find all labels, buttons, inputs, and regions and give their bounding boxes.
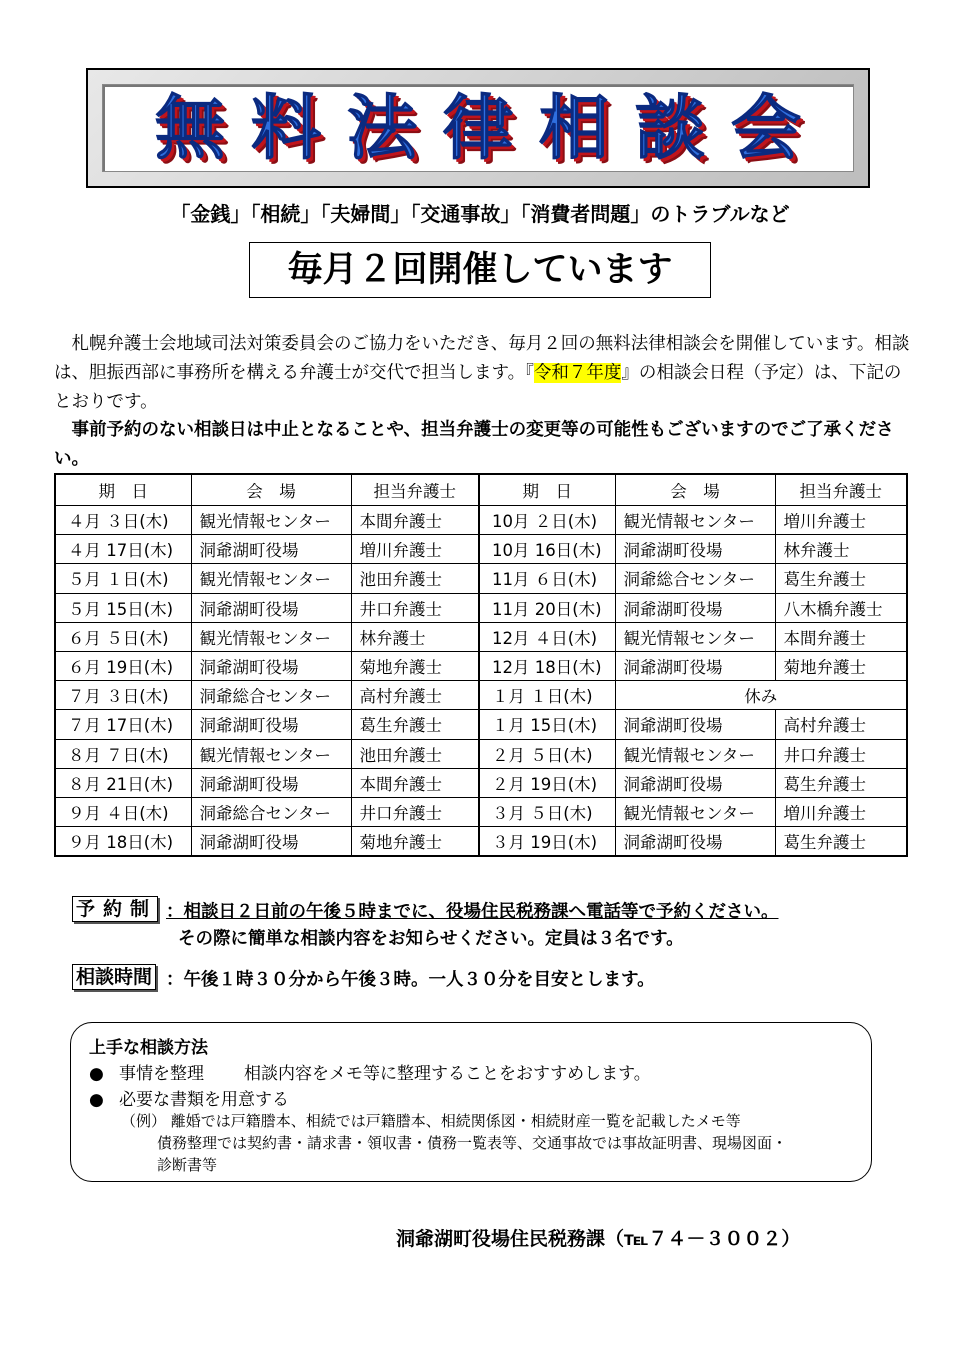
venue-cell: 洞爺湖町役場 bbox=[191, 710, 351, 739]
topics-line: 「金銭」「相続」「夫婦間」「交通事故」「消費者問題」のトラブルなど bbox=[170, 202, 790, 226]
date-cell: ５月 15日(木) bbox=[55, 593, 191, 622]
lawyer-cell: 増川弁護士 bbox=[775, 797, 907, 826]
venue-cell: 洞爺湖町役場 bbox=[615, 768, 775, 797]
intro-text-before: 札幌弁護士会地域司法対策委員会のご協力をいただき、毎月２回の無料法律相談会を開催しています。相談は、胆振西部に事務所を構える弁護士が交代で担当します。『 bbox=[54, 334, 910, 383]
venue-cell: 観光情報センター bbox=[615, 506, 775, 535]
lawyer-cell: 本間弁護士 bbox=[775, 622, 907, 651]
page-title: 無料法律相談会 bbox=[155, 87, 827, 169]
date-cell: ３月 19日(木) bbox=[479, 827, 615, 857]
tips-box bbox=[70, 1022, 872, 1182]
lawyer-cell: 本間弁護士 bbox=[351, 768, 479, 797]
venue-cell: 洞爺湖町役場 bbox=[191, 593, 351, 622]
notice-paragraph: 事前予約のない相談日は中止となることや、担当弁護士の変更等の可能性もございますのでご了承ください。 bbox=[54, 420, 894, 469]
headline-box: 毎月２回開催しています bbox=[249, 242, 711, 298]
date-cell: ６月 19日(木) bbox=[55, 651, 191, 680]
reservation-text: ：相談日２日前の午後５時までに、役場住民税務課へ電話等で予約ください。 bbox=[166, 902, 779, 922]
venue-cell: 洞爺湖町役場 bbox=[615, 827, 775, 857]
lawyer-cell: 井口弁護士 bbox=[351, 797, 479, 826]
date-cell: ８月 ７日(木) bbox=[55, 739, 191, 768]
example-line: 債務整理では契約書・請求書・領収書・債務一覧表等、交通事故では事故証明書、現場図面・ bbox=[157, 1134, 788, 1152]
venue-cell: 観光情報センター bbox=[191, 739, 351, 768]
venue-cell: 洞爺湖町役場 bbox=[615, 710, 775, 739]
date-cell: ７月 ３日(木) bbox=[55, 681, 191, 710]
venue-cell: 洞爺湖町役場 bbox=[615, 535, 775, 564]
closed-cell: 休み bbox=[615, 681, 907, 710]
date-cell: ８月 21日(木) bbox=[55, 768, 191, 797]
hours-label: 相談時間 bbox=[72, 964, 156, 990]
contact-footer: 洞爺湖町役場住民税務課（℡７４－３００２） bbox=[396, 1228, 801, 1250]
title-banner bbox=[86, 68, 870, 188]
venue-cell: 洞爺総合センター bbox=[615, 564, 775, 593]
reservation-label: 予約制 bbox=[72, 896, 158, 922]
date-cell: 11月 20日(木) bbox=[479, 593, 615, 622]
lawyer-cell: 本間弁護士 bbox=[351, 506, 479, 535]
tips-title: 上手な相談方法 bbox=[89, 1038, 208, 1058]
header-venue: 会 場 bbox=[615, 474, 775, 506]
venue-cell: 洞爺湖町役場 bbox=[191, 768, 351, 797]
venue-cell: 洞爺湖町役場 bbox=[191, 535, 351, 564]
lawyer-cell: 菊地弁護士 bbox=[351, 827, 479, 857]
venue-cell: 観光情報センター bbox=[615, 739, 775, 768]
date-cell: １月 １日(木) bbox=[479, 681, 615, 710]
header-date: 期 日 bbox=[55, 474, 191, 506]
schedule-row bbox=[55, 768, 907, 797]
tip-label: 必要な書類を用意する bbox=[119, 1090, 289, 1110]
date-cell: １月 15日(木) bbox=[479, 710, 615, 739]
date-cell: ９月 ４日(木) bbox=[55, 797, 191, 826]
date-cell: ２月 ５日(木) bbox=[479, 739, 615, 768]
schedule-table bbox=[54, 473, 908, 857]
lawyer-cell: 菊地弁護士 bbox=[351, 651, 479, 680]
venue-cell: 洞爺総合センター bbox=[191, 797, 351, 826]
venue-cell: 観光情報センター bbox=[191, 564, 351, 593]
date-cell: ５月 １日(木) bbox=[55, 564, 191, 593]
venue-cell: 洞爺湖町役場 bbox=[615, 651, 775, 680]
schedule-row bbox=[55, 827, 907, 857]
venue-cell: 洞爺湖町役場 bbox=[191, 651, 351, 680]
bullet-icon: ● bbox=[89, 1064, 104, 1084]
title-banner-inner bbox=[102, 84, 854, 172]
lawyer-cell: 高村弁護士 bbox=[351, 681, 479, 710]
intro-paragraph bbox=[54, 330, 914, 417]
schedule-row bbox=[55, 564, 907, 593]
date-cell: ６月 ５日(木) bbox=[55, 622, 191, 651]
header-lawyer: 担当弁護士 bbox=[351, 474, 479, 506]
date-cell: ７月 17日(木) bbox=[55, 710, 191, 739]
schedule-row bbox=[55, 739, 907, 768]
lawyer-cell: 増川弁護士 bbox=[351, 535, 479, 564]
date-cell: ４月 ３日(木) bbox=[55, 506, 191, 535]
tip-item bbox=[89, 1059, 651, 1084]
date-cell: 11月 ６日(木) bbox=[479, 564, 615, 593]
schedule-row bbox=[55, 651, 907, 680]
lawyer-cell: 増川弁護士 bbox=[775, 506, 907, 535]
schedule-row bbox=[55, 535, 907, 564]
hours-text: ：午後１時３０分から午後３時。一人３０分を目安とします。 bbox=[166, 970, 655, 990]
venue-cell: 洞爺湖町役場 bbox=[191, 827, 351, 857]
date-cell: ３月 ５日(木) bbox=[479, 797, 615, 826]
date-cell: 10月 ２日(木) bbox=[479, 506, 615, 535]
venue-cell: 観光情報センター bbox=[191, 506, 351, 535]
venue-cell: 観光情報センター bbox=[191, 622, 351, 651]
lawyer-cell: 池田弁護士 bbox=[351, 564, 479, 593]
reservation-text-2: その際に簡単な相談内容をお知らせください。定員は３名です。 bbox=[178, 929, 684, 949]
venue-cell: 観光情報センター bbox=[615, 622, 775, 651]
date-cell: ９月 18日(木) bbox=[55, 827, 191, 857]
date-cell: ４月 17日(木) bbox=[55, 535, 191, 564]
date-cell: 10月 16日(木) bbox=[479, 535, 615, 564]
lawyer-cell: 葛生弁護士 bbox=[775, 564, 907, 593]
header-venue: 会 場 bbox=[191, 474, 351, 506]
lawyer-cell: 高村弁護士 bbox=[775, 710, 907, 739]
bullet-icon: ● bbox=[89, 1090, 104, 1110]
lawyer-cell: 林弁護士 bbox=[351, 622, 479, 651]
tip-item bbox=[89, 1085, 289, 1110]
header-date: 期 日 bbox=[479, 474, 615, 506]
tip-label: 事情を整理 bbox=[119, 1064, 204, 1084]
schedule-row bbox=[55, 506, 907, 535]
lawyer-cell: 八木橋弁護士 bbox=[775, 593, 907, 622]
schedule-row bbox=[55, 622, 907, 651]
example-line: （例） 離婚では戸籍謄本、相続では戸籍謄本、相続関係図・相続財産一覧を記載したメモ等 bbox=[121, 1112, 741, 1130]
lawyer-cell: 池田弁護士 bbox=[351, 739, 479, 768]
lawyer-cell: 林弁護士 bbox=[775, 535, 907, 564]
date-cell: ２月 19日(木) bbox=[479, 768, 615, 797]
lawyer-cell: 葛生弁護士 bbox=[351, 710, 479, 739]
date-cell: 12月 18日(木) bbox=[479, 651, 615, 680]
schedule-header-row bbox=[55, 474, 907, 506]
schedule-row bbox=[55, 710, 907, 739]
lawyer-cell: 葛生弁護士 bbox=[775, 827, 907, 857]
date-cell: 12月 ４日(木) bbox=[479, 622, 615, 651]
fiscal-year-highlight: 令和７年度 bbox=[533, 363, 622, 383]
lawyer-cell: 井口弁護士 bbox=[775, 739, 907, 768]
venue-cell: 洞爺湖町役場 bbox=[615, 593, 775, 622]
lawyer-cell: 葛生弁護士 bbox=[775, 768, 907, 797]
tip-text: 相談内容をメモ等に整理することをおすすめします。 bbox=[244, 1064, 651, 1084]
lawyer-cell: 井口弁護士 bbox=[351, 593, 479, 622]
venue-cell: 観光情報センター bbox=[615, 797, 775, 826]
intro-text-after: 』の相談会日程（予定）は、下記のとおりです。 bbox=[54, 363, 902, 412]
schedule-row bbox=[55, 593, 907, 622]
schedule-row bbox=[55, 797, 907, 826]
venue-cell: 洞爺総合センター bbox=[191, 681, 351, 710]
example-line: 診断書等 bbox=[157, 1156, 218, 1174]
header-lawyer: 担当弁護士 bbox=[775, 474, 907, 506]
lawyer-cell: 菊地弁護士 bbox=[775, 651, 907, 680]
schedule-row bbox=[55, 681, 907, 710]
